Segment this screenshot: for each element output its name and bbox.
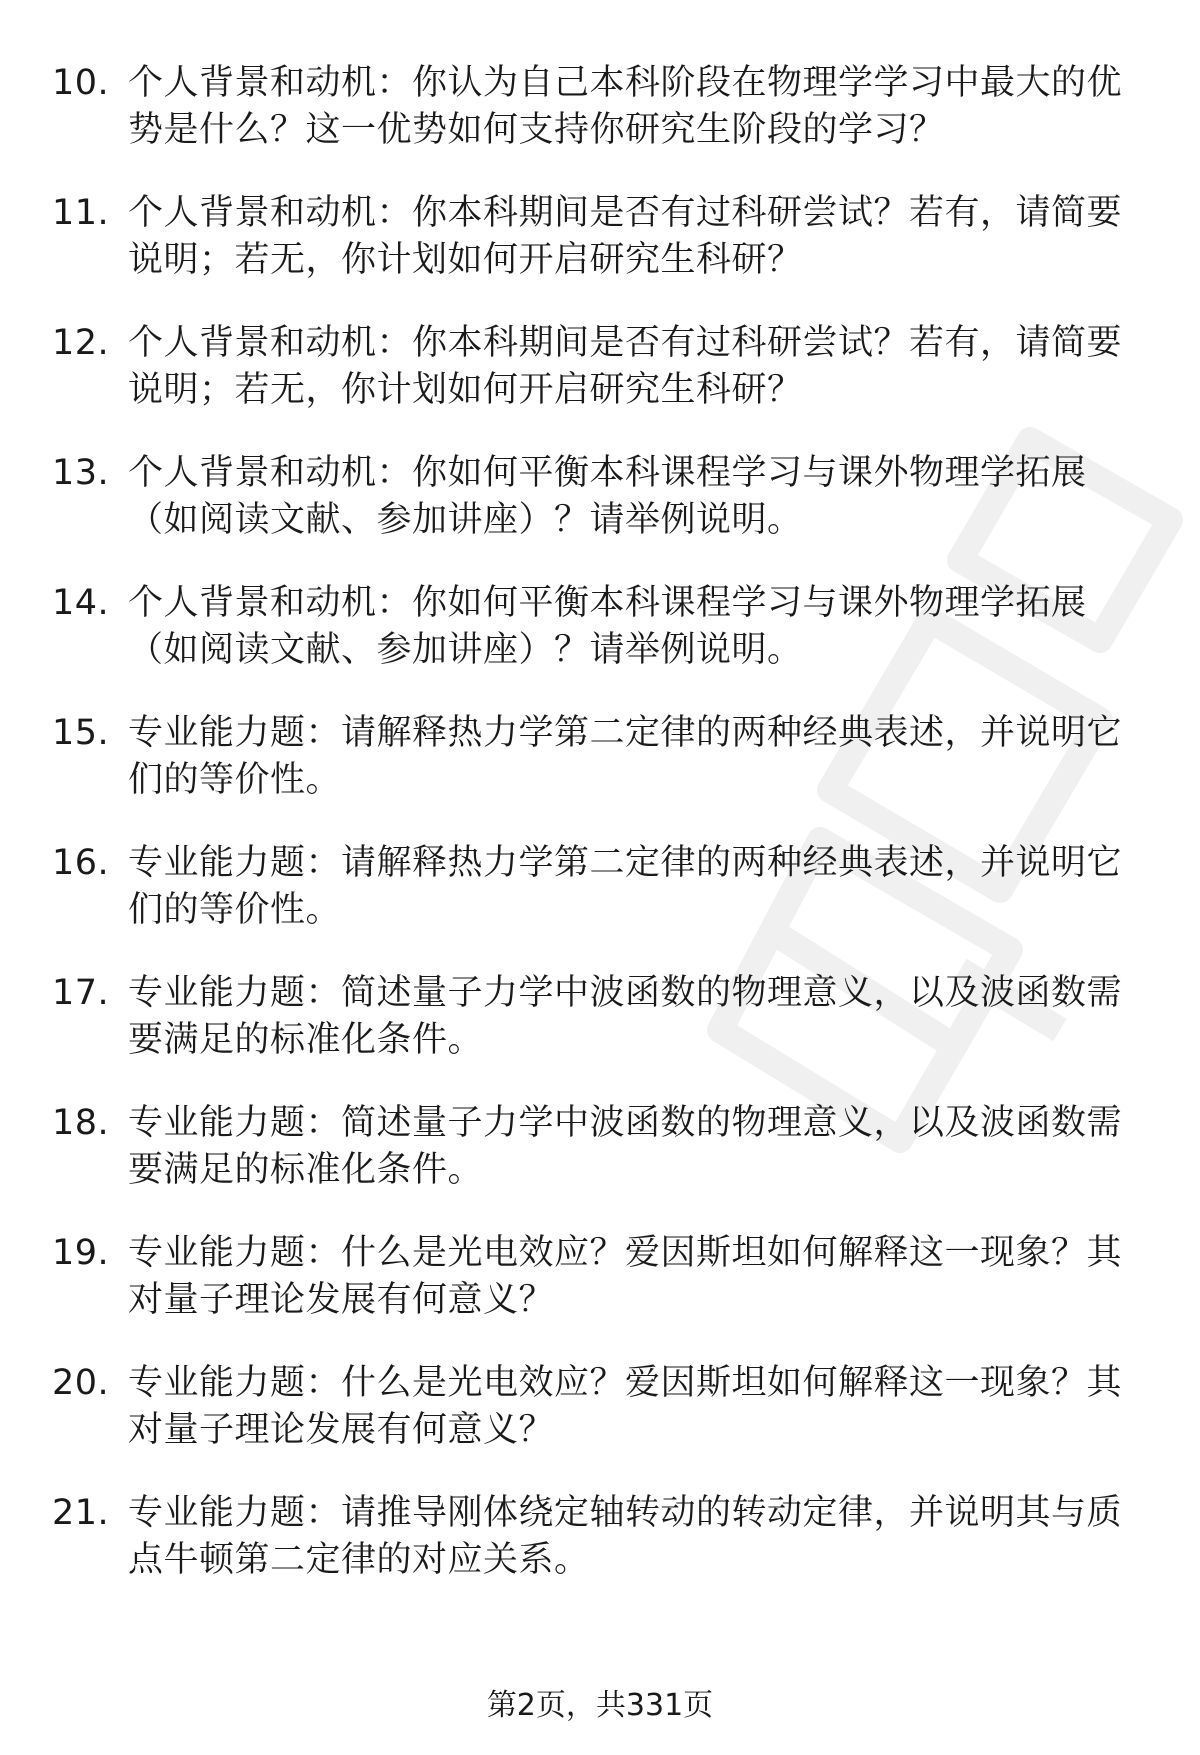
question-item [52,1490,1152,1584]
question-item [52,580,1152,674]
question-number: 11. [52,193,110,233]
question-number: 16. [52,843,110,883]
question-number: 17. [52,973,110,1013]
question-number: 15. [52,713,110,753]
question-item [52,1360,1152,1454]
question-text: 个人背景和动机：你如何平衡本科课程学习与课外物理学拓展（如阅读文献、参加讲座）？请举例说明。 [128,453,1087,540]
question-text: 专业能力题：什么是光电效应？爱因斯坦如何解释这一现象？其对量子理论发展有何意义？ [128,1363,1123,1450]
question-text: 专业能力题：请推导刚体绕定轴转动的转动定律，并说明其与质点牛顿第二定律的对应关系。 [128,1493,1123,1580]
question-item [52,1230,1152,1324]
question-text: 专业能力题：什么是光电效应？爱因斯坦如何解释这一现象？其对量子理论发展有何意义？ [128,1233,1123,1320]
question-item [52,970,1152,1064]
question-list [52,60,1152,1620]
question-number: 13. [52,453,110,493]
question-item [52,840,1152,934]
question-item [52,450,1152,544]
question-text: 个人背景和动机：你本科期间是否有过科研尝试？若有，请简要说明；若无，你计划如何开启研究生科研？ [128,193,1123,280]
question-item [52,710,1152,804]
question-number: 21. [52,1493,110,1533]
question-text: 专业能力题：请解释热力学第二定律的两种经典表述，并说明它们的等价性。 [128,713,1123,800]
question-number: 14. [52,583,110,623]
page-footer: 第2页，共331页 [486,1688,714,1723]
question-number: 18. [52,1103,110,1143]
question-number: 20. [52,1363,110,1403]
question-text: 专业能力题：请解释热力学第二定律的两种经典表述，并说明它们的等价性。 [128,843,1123,930]
question-item [52,320,1152,414]
question-number: 10. [52,63,110,103]
question-item [52,190,1152,284]
question-text: 专业能力题：简述量子力学中波函数的物理意义，以及波函数需要满足的标准化条件。 [128,1103,1123,1190]
question-number: 19. [52,1233,110,1273]
question-text: 专业能力题：简述量子力学中波函数的物理意义，以及波函数需要满足的标准化条件。 [128,973,1123,1060]
question-number: 12. [52,323,110,363]
question-item [52,60,1152,154]
question-text: 个人背景和动机：你如何平衡本科课程学习与课外物理学拓展（如阅读文献、参加讲座）？请举例说明。 [128,583,1087,670]
question-item [52,1100,1152,1194]
question-text: 个人背景和动机：你本科期间是否有过科研尝试？若有，请简要说明；若无，你计划如何开启研究生科研？ [128,323,1123,410]
question-text: 个人背景和动机：你认为自己本科阶段在物理学学习中最大的优势是什么？这一优势如何支持你研究生阶段的学习？ [128,63,1123,150]
